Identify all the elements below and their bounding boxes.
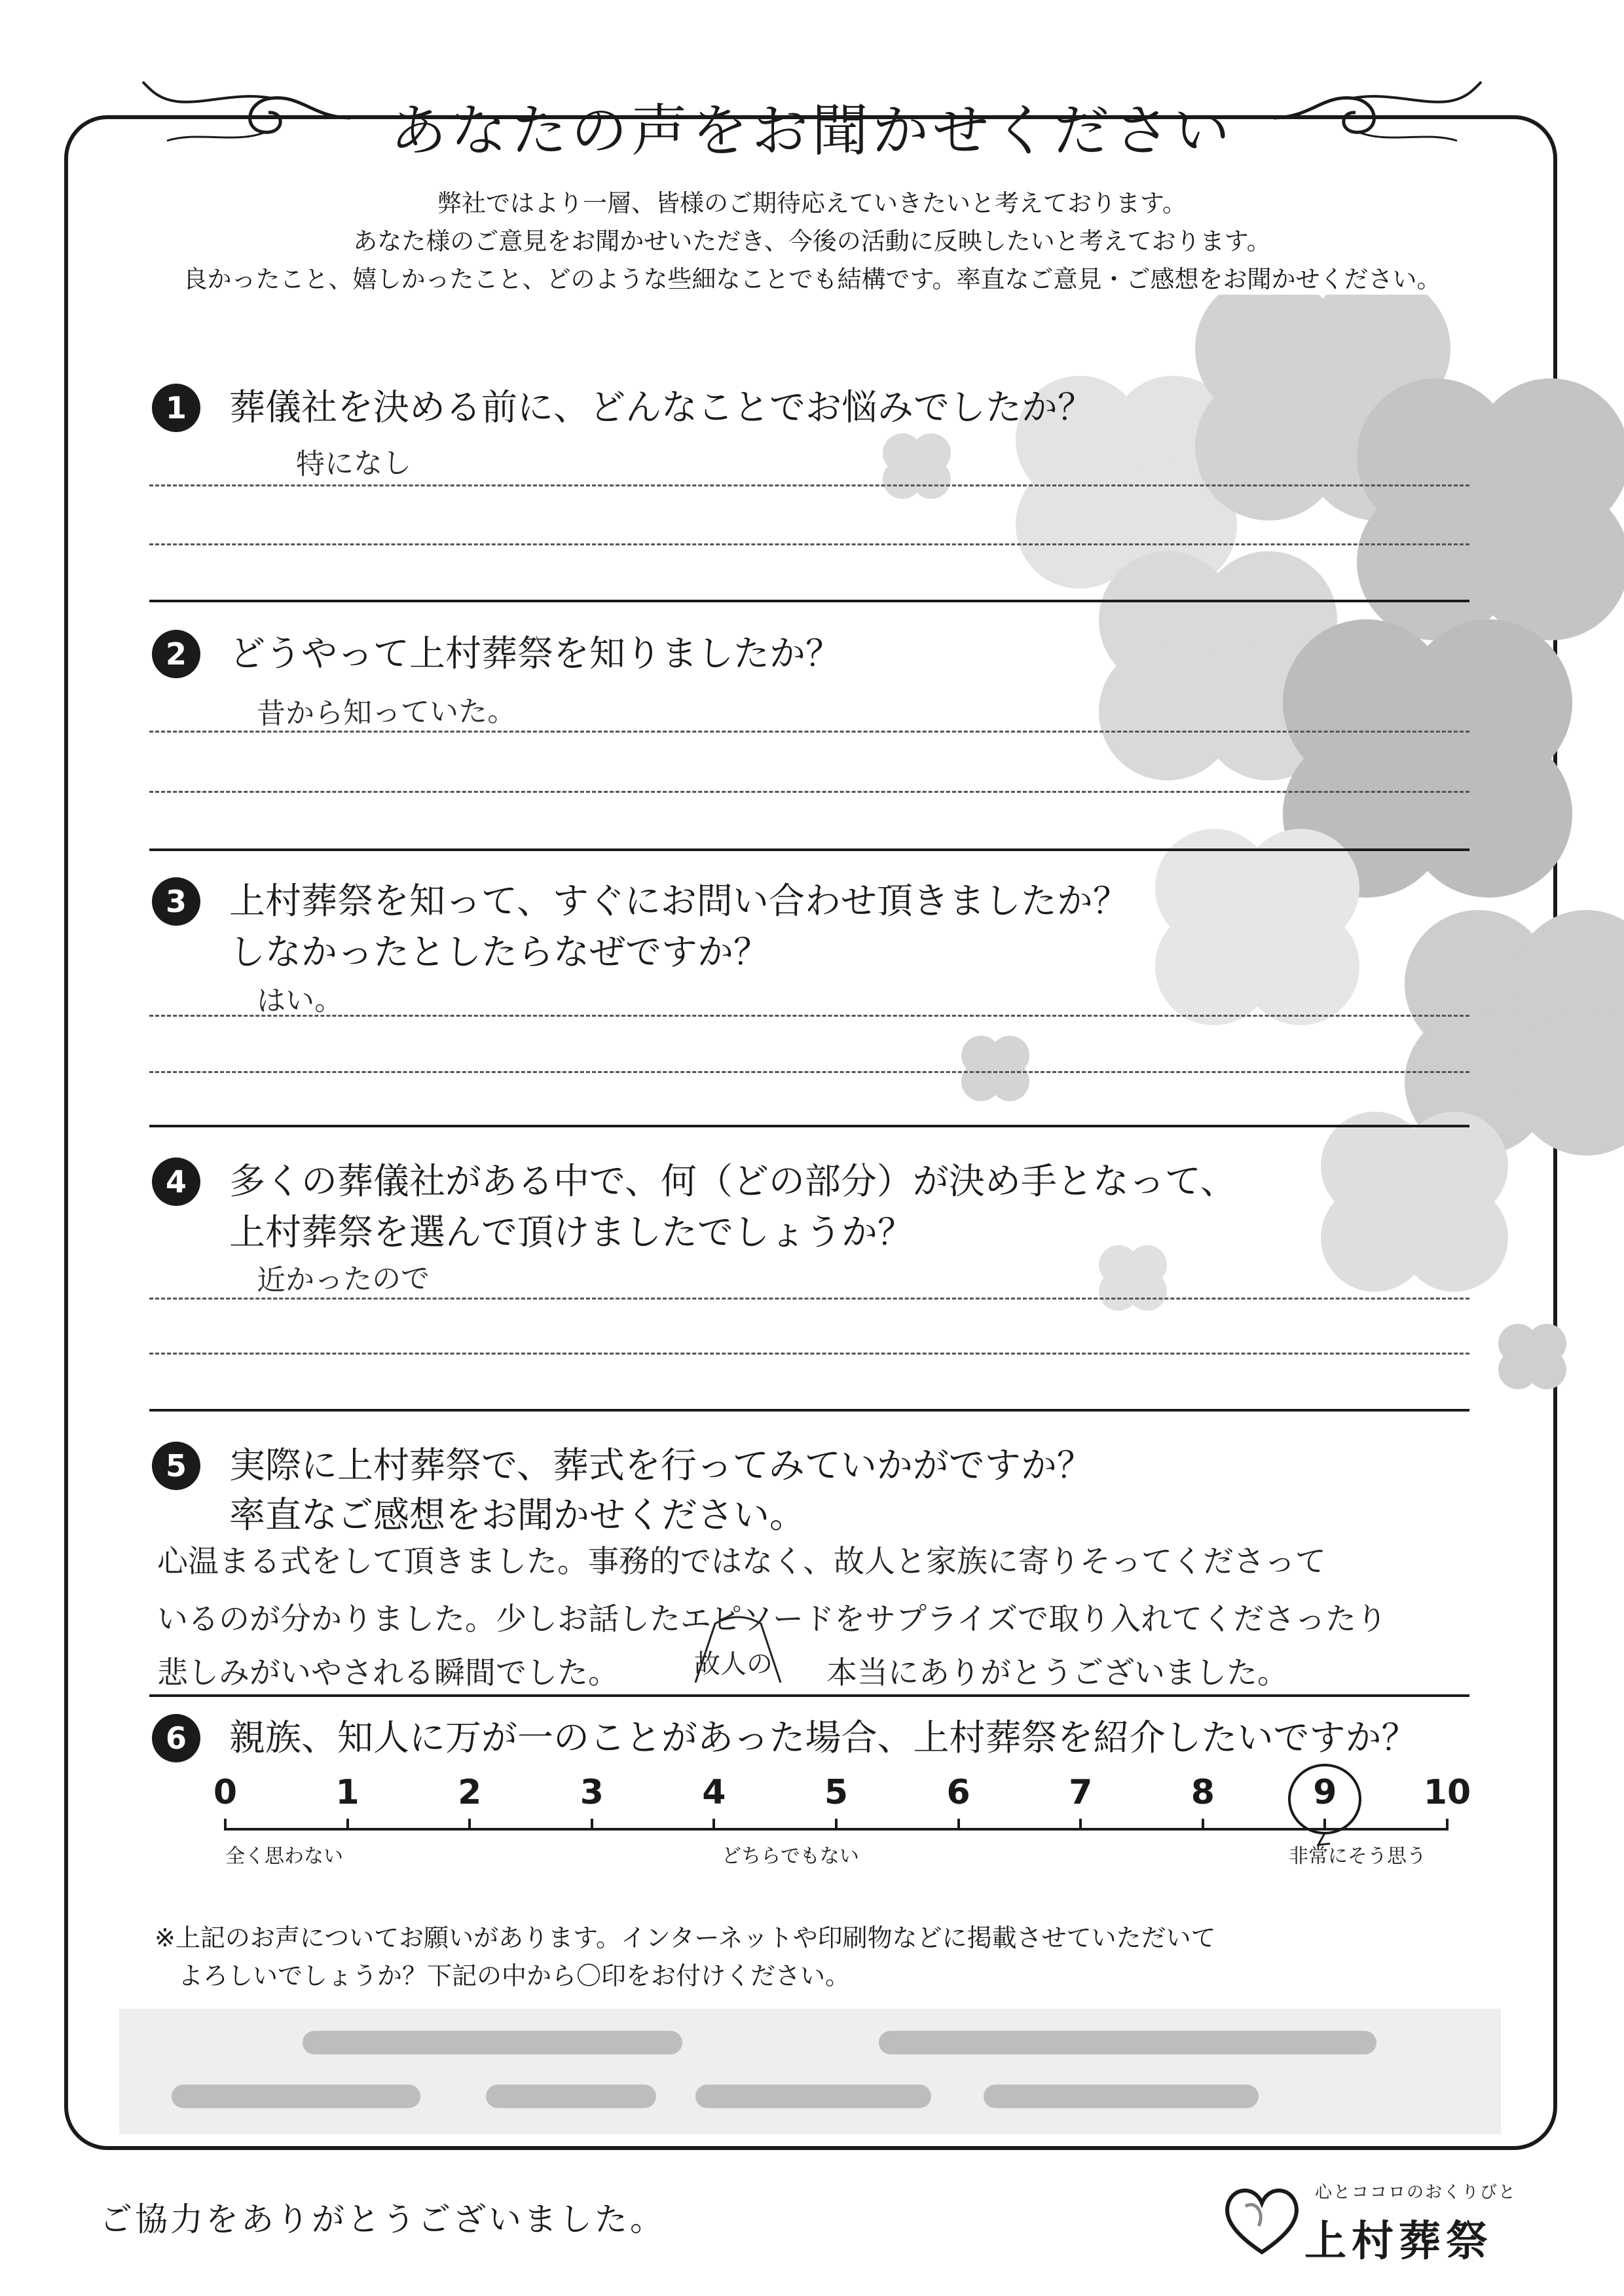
rating-scale-number: 6 <box>946 1773 970 1812</box>
rating-scale-number: 10 <box>1423 1773 1471 1812</box>
selected-rating-circle <box>1279 1758 1371 1850</box>
question-text: しなかったとしたらなぜですか？ <box>229 931 770 973</box>
intro-text <box>0 185 1624 299</box>
publication-consent-note: よろしいでしょうか？下記の中から〇印をお付けください。 <box>178 1961 851 1990</box>
thank-you-message: ご協力をありがとうございました。 <box>100 2200 665 2238</box>
handwritten-comment-line: いるのが分かりました。少しお話したエピソードをサプライズで取り入れてくださったり <box>157 1601 1388 1637</box>
handwritten-answer: 近かったので <box>256 1262 430 1298</box>
question-text: 上村葬祭を選んで頂けましたでしょうか？ <box>229 1211 914 1253</box>
intro-line: 良かったこと、嬉しかったこと、どのような些細なことでも結構です。率直なご意見・ご感想をお聞かせください。 <box>183 265 1441 293</box>
question-text: どうやって上村葬祭を知りましたか？ <box>229 632 842 674</box>
question-text: 上村葬祭を知って、すぐにお問い合わせ頂きましたか？ <box>229 880 1129 922</box>
brand-tagline: 心とココロのおくりびと <box>1315 2183 1517 2202</box>
redacted-option <box>984 2085 1259 2108</box>
redacted-option <box>695 2085 931 2108</box>
question-number-badge: 1 <box>152 384 200 432</box>
rating-scale-number: 3 <box>580 1773 604 1812</box>
rating-scale-axis <box>225 1828 1447 1831</box>
redacted-consent-options <box>119 2009 1501 2134</box>
question-number-badge: 2 <box>152 630 200 678</box>
handwritten-answer: はい。 <box>256 983 344 1018</box>
rating-scale-number: 8 <box>1190 1773 1215 1812</box>
answer-line-dotted <box>149 484 1469 486</box>
question-number-badge: 5 <box>152 1442 200 1490</box>
question-text: 率直なご感想をお聞かせください。 <box>229 1494 806 1536</box>
rating-scale-number: 2 <box>458 1773 482 1812</box>
question-number-badge: 4 <box>152 1157 200 1206</box>
insertion-caret-mark <box>689 1611 787 1689</box>
page-title: あなたの声をお聞かせください <box>390 98 1234 164</box>
redacted-option <box>172 2085 420 2108</box>
handwritten-comment-line: 心温まる式をして頂きました。事務的ではなく、故人と家族に寄りそってくださって <box>157 1544 1327 1580</box>
answer-line-dotted <box>149 543 1469 545</box>
question-text: 実際に上村葬祭で、葬式を行ってみていかがですか？ <box>229 1444 1093 1486</box>
redacted-option <box>486 2085 656 2108</box>
publication-consent-note: ※上記のお声についてお願いがあります。インターネットや印刷物などに掲載させていただいて <box>155 1923 1216 1952</box>
section-divider <box>149 1694 1469 1697</box>
handwritten-comment-line: 悲しみがいやされる瞬間でした。 <box>157 1655 619 1691</box>
scale-label-high: 非常にそう思う <box>1289 1845 1426 1868</box>
intro-line: あなた様のご意見をお聞かせいただき、今後の活動に反映したいと考えております。 <box>353 227 1271 255</box>
heart-logo-icon <box>1219 2180 1304 2259</box>
rating-scale-number: 0 <box>213 1773 238 1812</box>
rating-scale-number: 4 <box>702 1773 726 1812</box>
scale-label-low: 全く思わない <box>225 1845 343 1868</box>
scale-label-mid: どちらでもない <box>722 1845 859 1868</box>
clover-flower-background <box>851 295 1624 1408</box>
question-text: 葬儀社を決める前に、どんなことでお悩みでしたか？ <box>229 386 1094 428</box>
question-number-badge: 3 <box>152 877 200 926</box>
question-number-badge: 6 <box>152 1714 200 1762</box>
answer-line-dotted <box>149 1353 1469 1355</box>
section-divider <box>149 600 1469 602</box>
redacted-option <box>303 2031 682 2054</box>
rating-scale-number: 1 <box>335 1773 360 1812</box>
answer-line-dotted <box>149 791 1469 793</box>
rating-scale-number: 5 <box>824 1773 849 1812</box>
answer-line-dotted <box>149 1298 1469 1300</box>
handwritten-comment-line: 本当にありがとうございました。 <box>826 1655 1288 1691</box>
rating-scale-number: 7 <box>1069 1773 1093 1812</box>
answer-line-dotted <box>149 731 1469 733</box>
section-divider <box>149 1409 1469 1412</box>
handwritten-insertion: 故人の <box>694 1649 773 1679</box>
handwritten-answer: 昔から知っていた。 <box>256 694 517 731</box>
rating-scale-number: 9 <box>1313 1773 1337 1812</box>
brand-name: 上村葬祭 <box>1304 2217 1493 2266</box>
redacted-option <box>879 2031 1376 2054</box>
intro-line: 弊社ではより一層、皆様のご期待応えていきたいと考えております。 <box>437 189 1187 217</box>
answer-line-dotted <box>149 1071 1469 1073</box>
question-text: 親族、知人に万が一のことがあった場合、上村葬祭を紹介したいですか？ <box>229 1717 1418 1758</box>
section-divider <box>149 1125 1469 1127</box>
handwritten-answer: 特になし <box>295 446 412 481</box>
question-text: 多くの葬儀社がある中で、何（どの部分）が決め手となって、 <box>229 1160 1236 1202</box>
answer-line-dotted <box>149 1015 1469 1017</box>
section-divider <box>149 848 1469 851</box>
